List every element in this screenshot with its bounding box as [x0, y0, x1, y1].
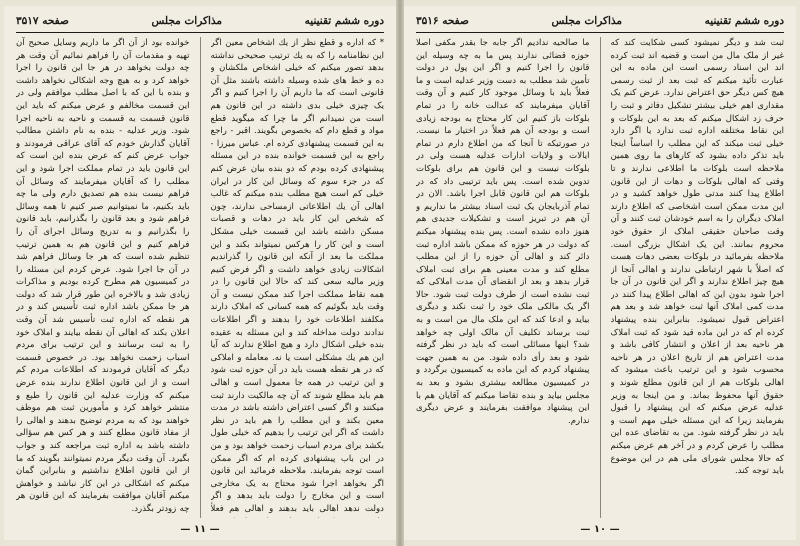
- right-page-folio: — ۱۰ —: [580, 524, 620, 535]
- left-header-title: مذاکرات مجلس: [151, 15, 223, 27]
- right-page-column-left: [416, 37, 590, 518]
- left-header-session: دوره ششم تقنينيه: [304, 15, 384, 27]
- right-page: [404, 6, 796, 540]
- left-column-left-text: خوانده بود از آن اگر ما داریم وسایل صحیح آن تهیه و مقدمات آن را فراهم نمائیم آن وقت هر چه دولت بخواهد در هر جا این قانون را اجرا خواهد کرد و به هیچ وجه اشکالی نخواهد داشت و بنده با این که با اصل مطلب موافقم ولی در این قسمت مخالفم و عرض میکنم که باید این قانون قسمت به قسمت و ناحیه به ناحیه اجرا شود. وزیر عدلیه - بنده به نام داشتن مطالب آقایان گذارش خودم که آقای عراقی فرمودند و جواب عرض کنم که عرض بنده این است که این قانون باید در تمام مملکت اجرا شود و این مطلب را که آقایان میفرمایند که وسائل آن فراهم نیست بنده هم تصدیق دارم ولی ما چه باید بکنیم، ما نمیتوانیم صبر کنیم تا همه وسائل فراهم شود و بعد قانون را بگذرانیم، باید قانون را بگذرانیم و به تدریج وسائل اجرای آن را فراهم کنیم و این قانون هم به همین ترتیب تنظیم شده است که هر جا وسائل فراهم شد در آن جا اجرا شود. عرض کردم این مسئله را در کمیسیون هم مطرح کرده بودیم و مذاکرات زیادی شد و بالاخره این طور قرار شد که دولت هر جا ممکن باشد اداره ثبت تأسیس کند و در هر نقطه که اداره ثبت تأسیس شد آن وقت اعلان بکند که اهالی آن نقطه بیایند و املاک خود را به ثبت برسانند و این ترتیب برای مردم اسباب زحمت نخواهد بود. در خصوص قسمت دیگر که آقایان فرمودند که اطلاعات مردم کم است و از این قانون اطلاع ندارند بنده عرض میکنم که وزارت عدلیه این قانون را طبع و منتشر خواهد کرد و مأمورین ثبت هم موظف خواهند بود که به مردم توضیح بدهند و اهالی را از مفاد قانون مطلع کنند و هر کس هم سؤالی داشته باشد به اداره ثبت مراجعه کند و جواب بگیرد. آن وقت دیگر مردم نمیتوانند بگویند که ما از این قانون اطلاع نداشتیم و بنابراین گمان میکنم که اشکالی در این کار نباشد و خواهش میکنم آقایان موافقت بفرمایند که این قانون هر چه زودتر بگذرد.: [16, 38, 190, 514]
- left-column-divider: [200, 37, 201, 518]
- left-column-right-text: * که اداره و قطع نظر از یك اشخاص معین اگر این نظامنامه را که به یك ترتیب صحیحی نداشته بدهد تصور میکنم که خیلی اشخاص ملکشان و ده و خط های شده وسیله داشته باشند مثل آن قانونی است که ما داریم آن را اجرا کنیم و اگر یک چیزی خیلی بدی داشته در این قانون هم است من نمیدانم اگر ما چرا که میگوید قطع مواد و قطع دام که بخصوص بگویند. اقبر - راجع به این قسمت پیشنهادی کرده ام. عباس میرزا - راجع به این قسمت خوانده بنده در این مسئله پیشنهادی کرده بودم که دو بنده بیان عرض کنم که در جزء سوم که وسائل این کار در ایران خیلی کم است هیچ مطلب بنده میکنم که غالب اهالی آن یك اطلاعاتی ازمساحی ندارند، چون که شخص این کار باید در دهات و قصبات مسکن داشته باشد این قسمت خیلی مشکل است و این کار را هرکس نمیتواند بکند و این مملکت ما بعد از آنکه این قانون را گذراندیم اشکالات زیادی خواهد داشت و اگر فرض کنیم وزیر مالیه سعی کند که حالا این قانون را در همه نقاط مملکت اجرا کند ممکن نیست و آن وقت باید بگوئیم که همه کسانی که املاک دارند مکلفند اطلاعات خود را بدهند و اگر اطلاعات ندادند دولت مداخله کند و این مسئله به عقیده بنده خیلی اشکال دارد و هیچ اطلاع ندارند که آیا این هم یك مشکلی است یا نه. معامله و املاکی که در هر نقطه هست باید در آن حوزه ثبت شود و این ترتیب در همه جا معمول است و اهالی هم باید مطلع شوند که آن چه مالکیت دارند ثبت میکنند و اگر کسی اعتراض داشته باشد در مدت معین بکند و این مطلب را هم باید در نظر داشت که اگر این ترتیب را بدهیم که خیلی طول بکشد برای مردم اسباب زحمت خواهد بود و من در این باب پیشنهادی کرده ام که اگر ممکن است توجه بفرمایند. ملاحظه فرمائید این قانون اگر بخواهد اجرا شود محتاج به یک مخارجی است و این مخارج را دولت باید بدهد و اگر دولت ندهد اهالی باید بدهند و اهالی هم فعلاً: [210, 38, 384, 514]
- right-page-columns: [416, 37, 784, 518]
- right-page-header: [416, 12, 784, 30]
- left-header-page-number: صفحه ۳۵۱۷: [16, 15, 69, 27]
- right-header-session: دوره ششم تقنينيه: [704, 15, 784, 27]
- right-header-title: مذاکرات مجلس: [551, 15, 623, 27]
- book-gutter: [396, 0, 404, 546]
- right-column-left-text: ما صالحیه ندادیم اگر جابه جا بقدر مکفی اصلا حوزه قضائی ندارند پس ما به چه وسیله این قانون را اجرا کنیم و اگر این پول در دولت تأمین شد مطلب به دست وزیر عدلیه است و ما فعلاً باید با وسائل موجود کار کنیم و آن وقت آقایان میفرمایند که عدالت خانه را در تمام بلوکات باز کنیم این کار محتاج به بودجه زیادی است و بودجه آن هم فعلاً در اختیار ما نیست. در صورتیکه تا آنجا که من اطلاع دارم در تمام ایالات و ولایات ادارات عدلیه هست ولی در بلوکات نیست و این قانون هم برای بلوکات تدوین شده است. پس باید ترتیبی داد که در بلوکات هم این قانون قابل اجرا باشد. الان در تمام آذربایجان یک ثبت اسناد بیشتر ما نداریم و آن هم در تبریز است و تشکیلات جدیدی هم هنوز داده نشده است. پس بنده پیشنهاد میکنم که دولت در هر حوزه که ممکن باشد اداره ثبت دائر کند و اهالی آن حوزه را از این مطلب مطلع کند و مدت معینی هم برای ثبت املاک قرار بدهد و بعد از انقضای آن مدت املاکی که ثبت نشده است از طرف دولت ثبت شود. حالا اگر یک مالکی ملک خود را ثبت نکند و دیگری بیاید و ادعا کند که این ملک مال من است و به ثبت برساند تکلیف آن مالک اولی چه خواهد شد؟ اینها مسائلی است که باید در نظر گرفته شود و بعد رأی داده شود. من به همین جهت پیشنهاد کردم که این ماده به کمیسیون برگردد و در کمیسیون مطالعه بیشتری بشود و بعد به مجلس بیاید و بنده تقاضا میکنم که آقایان هم با این پیشنهاد موافقت بفرمایند و عرض دیگری ندارم.: [416, 38, 590, 426]
- right-column-divider: [600, 37, 601, 518]
- right-column-right-text: ثبت شد و دیگر نمیشود کسی شکایت کند که غیر از ملک مال من است و قضیه اند ثبت کرده اند این اسناد رسمی است این ماده به این عبارت تأئید میکنم که ثبت بعد از ثبت رسمی هیچ کس دیگر حق اعتراض ندارد. عرض کنم یک مقداری اهم خیلی بیشتر تشکیل دفاتر و ثبت را حرف زد اشکال میکنم که بعد به این بلوکات و این نقاط مختلفه اداره ثبت ندارد یا اگر دارد خیلی ثبت میکند که این مطلب را اساساً اینجا باید تذکر داده بشود که کارهای ما روی همین ملاحظه است بلوکات ما اطلاعی ندارند و تا وقتی که اهالی بلوکات و دهات از این قانون اطلاع پیدا کنند مدتی طول خواهد کشید و در این مدت ممکن است اشخاصی که اطلاع دارند املاک دیگران را به اسم خودشان ثبت کنند و آن وقت صاحبان حقیقی املاک از حقوق خود محروم بمانند. این یک اشکال بزرگی است. ملاحظه بفرمائید در بلوکات بعضی دهات هست که اصلاً با شهر ارتباطی ندارند و اهالی آنجا از هیچ چیز اطلاع ندارند و اگر این قانون در آن جا اجرا شود بدون این که اهالی اطلاع پیدا کنند در مدت کمی املاک آنها ثبت خواهد شد و بعد هم اعتراض قبول نمیشود. بنابراین بنده پیشنهاد کرده ام که در این ماده قید شود که ثبت املاک هر ناحیه بعد از اعلان و انتشار کافی باشد و مدت اعتراض هم از تاریخ اعلان در هر ناحیه محسوب شود و این ترتیب باعث میشود که اهالی بلوکات هم از این قانون مطلع شوند و حقوق آنها محفوظ بماند. و من اینجا به وزیر عدلیه عرض میکنم که این پیشنهاد را قبول بفرمایند زیرا که این مسئله خیلی مهم است و باید در نظر گرفته شود. من به تقاضای عده این مطلب را عرض کردم و در آخر هم عرض میکنم که حالا مجلس شورای ملی هم در این موضوع باید توجه کند.: [610, 38, 784, 477]
- left-header-rule: [16, 32, 384, 33]
- left-page-folio: — ۱۱ —: [180, 524, 220, 535]
- left-page-header: [16, 12, 384, 30]
- left-page-column-left: [16, 37, 190, 518]
- right-page-column-right: [611, 37, 785, 518]
- right-header-page-number: صفحه ۳۵۱۶: [416, 15, 469, 27]
- left-page-columns: [16, 37, 384, 518]
- right-header-rule: [416, 32, 784, 33]
- left-page-column-right: [211, 37, 385, 518]
- left-page: [4, 6, 396, 540]
